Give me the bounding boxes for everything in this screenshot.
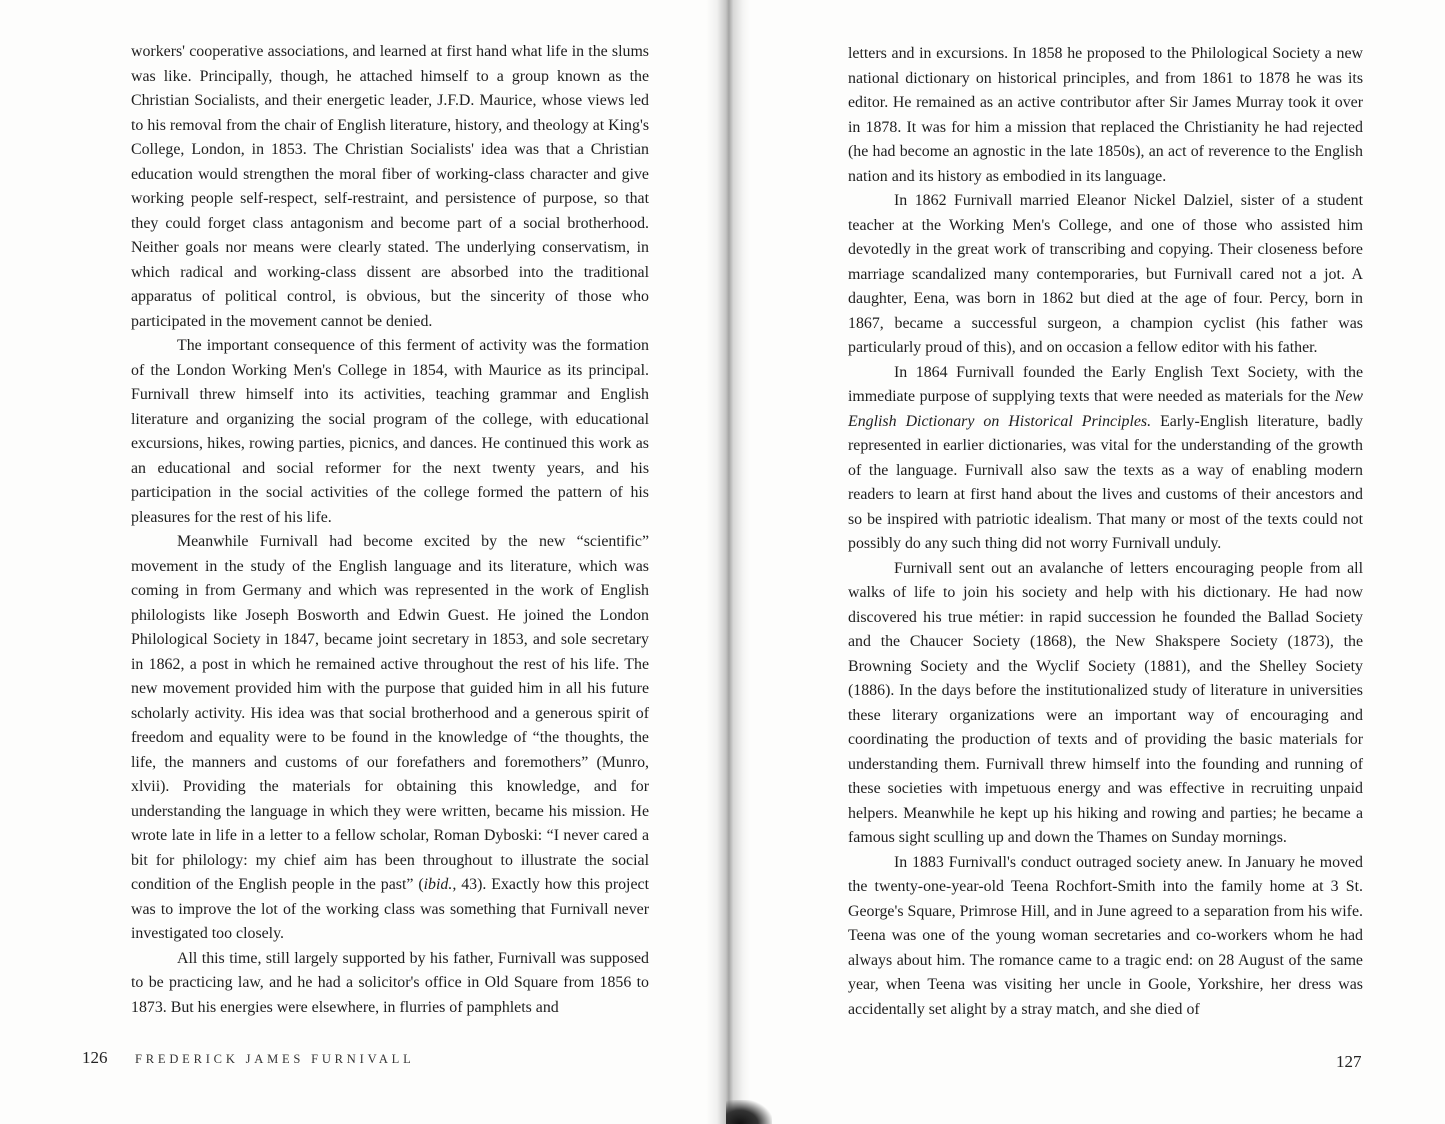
- book-title-italic: New English Dictionary on Historical Principles.: [848, 388, 1363, 430]
- right-page-body: [848, 42, 1363, 1022]
- paragraph: Furnivall sent out an avalanche of letters encouraging people from all walks of life to join his society and help with his dictionary. He had now discovered his true métier: in rapid succession he founded the Ballad Society and the Chaucer Society (1868), the New Shakspere Society (1873), the Browning Society and the Wyclif Society (1881), and the Shelley Society (1886). In the days before the institutionalized study of literature in universities these literary organizations were an important way of encouraging and coordinating the production of texts and of providing the basic materials for understanding them. Furnivall threw himself into the founding and running of these societies with impetuous energy and was effective in recruiting unpaid helpers. Meanwhile he kept up his hiking and rowing and parties; he became a famous sight sculling up and down the Thames on Sunday mornings.: [848, 559, 1363, 846]
- left-page: [0, 0, 722, 1124]
- paragraph: [131, 530, 649, 947]
- citation-italic: ibid.,: [423, 876, 457, 893]
- paragraph-text: Early-English literature, badly represented in earlier dictionaries, was vital for the understanding of the growth of the language. Furnivall also saw the texts as a way of enabling modern readers to learn at first hand about the lives and customs of their ancestors and so be inspired with patriotic idealism. That many or most of the texts could not possibly do any such thing did not worry Furnivall unduly.: [848, 412, 1363, 552]
- paragraph: In 1883 Furnivall's conduct outraged society anew. In January he moved the twenty-one-year-old Teena Rochfort-Smith into the family home at 3 St. George's Square, Primrose Hill, and in June agreed to a separation from his wife. Teena was one of the young woman secretaries and co-workers whom he had always about him. The romance came to a tragic end: on 28 August of the same year, when Teena was visiting her uncle in Goole, Yorkshire, her dress was accidentally set alight by a stray match, and she died of: [848, 853, 1363, 1018]
- right-page: [722, 0, 1445, 1124]
- paragraph-text: In 1864 Furnivall founded the Early English Text Society, with the immediate purpose of supplying texts that were needed as materials for the: [848, 363, 1363, 405]
- left-page-body: [131, 40, 649, 1020]
- paragraph-text: 43). Exactly how this project was to improve the lot of the working class was something that Furnivall never investigated too closely.: [131, 876, 649, 942]
- paragraph: All this time, still largely supported by his father, Furnivall was supposed to be practicing law, and he had a solicitor's office in Old Square from 1856 to 1873. But his energies were elsewhere, in flurries of pamphlets and: [131, 949, 649, 1016]
- spine-shadow: [726, 1100, 772, 1124]
- paragraph: In 1862 Furnivall married Eleanor Nickel Dalziel, sister of a student teacher at the Working Men's College, and one of those who assisted him devotedly in the great work of transcribing and copying. Their closeness before marriage scandalized many contemporaries, but Furnivall cared not a jot. A daughter, Eena, was born in 1862 but died at the age of four. Percy, born in 1867, became a successful surgeon, a champion cyclist (his father was particularly proud of this), and on occasion a fellow editor with his father.: [848, 192, 1363, 356]
- paragraph: [848, 361, 1363, 557]
- paragraph: workers' cooperative associations, and learned at first hand what life in the slums was like. Principally, though, he attached himself to a group known as the Christian Socialists, and their energetic leader, J.F.D. Maurice, whose views led to his removal from the chair of English literature, history, and theology at King's College, London, in 1853. The Christian Socialists' idea was that a Christian education would strengthen the moral fiber of working-class character and give working people self-respect, self-restraint, and persistence of purpose, so that they could forget class antagonism and become part of a social brotherhood. Neither goals nor means were clearly stated. The underlying conservatism, in which radical and working-class dissent are absorbed into the traditional apparatus of political control, is obvious, but the sincerity of those who participated in the movement cannot be denied.: [131, 43, 649, 330]
- running-head: FREDERICK JAMES FURNIVALL: [135, 1052, 415, 1066]
- page-number: 127: [1336, 1052, 1362, 1071]
- page-number: 126: [82, 1048, 108, 1067]
- paragraph-text: Meanwhile Furnivall had become excited by the new “scientific” movement in the study of the English language and its literature, which was coming in from Germany and which was represented in the work of English philologists like Joseph Bosworth and Edwin Guest. He joined the London Philological Society in 1847, became joint secretary in 1853, and sole secretary in 1862, a post in which he remained active throughout the rest of his life. The new movement provided him with the purpose that guided him in all his future scholarly activity. His idea was that social brotherhood and a generous spirit of freedom and equality were to be found in the knowledge of “the thoughts, the life, the manners and customs of our forefathers and foremothers” (Munro, xlvii). Providing the materials for obtaining this knowledge, and for understanding the language in which they were written, became his mission. He wrote late in life in a letter to a fellow scholar, Roman Dyboski: “I never cared a bit for philology: my chief aim has been throughout to illustrate the social condition of the English people in the past” (: [131, 533, 649, 893]
- paragraph: letters and in excursions. In 1858 he proposed to the Philological Society a new national dictionary on historical principles, and from 1861 to 1878 he was its editor. He remained as an active contributor after Sir James Murray took it over in 1878. It was for him a mission that replaced the Christianity he had rejected (he had become an agnostic in the late 1850s), an act of reverence to the English nation and its history as embodied in its language.: [848, 45, 1363, 185]
- paragraph: The important consequence of this ferment of activity was the formation of the London Working Men's College in 1854, with Maurice as its principal. Furnivall threw himself into its activities, teaching grammar and English literature and organizing the social program of the college, with educational excursions, hikes, rowing parties, picnics, and dances. He continued this work as an educational and social reformer for the next twenty years, and his participation in the social activities of the college formed the pattern of his pleasures for the rest of his life.: [131, 337, 649, 526]
- book-gutter-shadow: [706, 0, 750, 1124]
